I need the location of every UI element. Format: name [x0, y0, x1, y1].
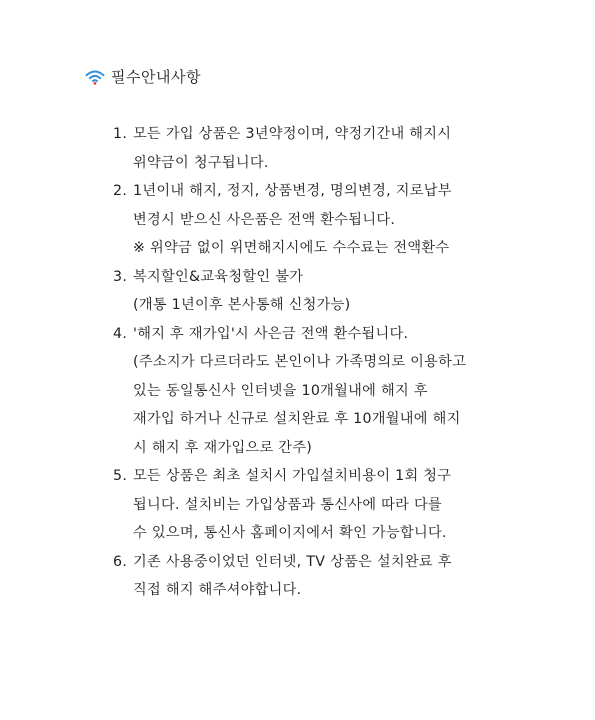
item-line: 재가입 하거나 신규로 설치완료 후 10개월내에 해지 [133, 411, 461, 427]
item-line: ※ 위약금 없이 위면해지시에도 수수료는 전액환수 [133, 240, 450, 256]
item-line: 위약금이 청구됩니다. [133, 154, 269, 171]
item-line: (주소지가 다르더라도 본인이나 가족명의로 이용하고 [133, 354, 467, 370]
notice-item-1 [113, 120, 513, 177]
item-line: 됩니다. 설치비는 가입상품과 통신사에 따라 다를 [133, 496, 442, 513]
item-number: 5. [113, 468, 128, 484]
item-line: (개통 1년이후 본사통해 신청가능) [133, 297, 351, 313]
item-number: 4. [113, 325, 128, 342]
notice-item-4 [113, 320, 513, 463]
notice-item-6 [113, 548, 513, 605]
item-line: 있는 동일통신사 인터넷을 10개월내에 해지 후 [133, 382, 428, 399]
notice-item-2 [113, 177, 513, 263]
notice-item-5 [113, 462, 513, 548]
item-body [133, 177, 513, 263]
page-title: 필수안내사항 [111, 68, 201, 86]
item-body [133, 263, 513, 320]
item-body [133, 548, 513, 605]
item-line: 변경시 받으신 사은품은 전액 환수됩니다. [133, 211, 396, 228]
item-line: 시 해지 후 재가입으로 간주) [133, 439, 313, 456]
item-line: 1년이내 해지, 정지, 상품변경, 명의변경, 지로납부 [133, 183, 452, 199]
item-line: 복지할인&교육청할인 불가 [133, 268, 304, 285]
item-number: 1. [113, 126, 128, 142]
notice-header [85, 66, 201, 87]
item-body [133, 120, 513, 177]
item-number: 3. [113, 268, 128, 285]
notice-item-3 [113, 263, 513, 320]
item-body [133, 320, 513, 463]
item-line: 모든 상품은 최초 설치시 가입설치비용이 1회 청구 [133, 468, 452, 484]
item-number: 6. [113, 553, 128, 570]
item-number: 2. [113, 183, 128, 199]
notice-list [113, 120, 513, 605]
item-line: 직접 해지 해주셔야합니다. [133, 582, 302, 598]
wifi-icon [85, 69, 105, 85]
item-line: 모든 가입 상품은 3년약정이며, 약정기간내 해지시 [133, 126, 452, 142]
item-line: '해지 후 재가입'시 사은금 전액 환수됩니다. [133, 325, 409, 342]
item-body [133, 462, 513, 548]
item-line: 수 있으며, 통신사 홈페이지에서 확인 가능합니다. [133, 525, 447, 541]
item-line: 기존 사용중이었던 인터넷, TV 상품은 설치완료 후 [133, 553, 452, 570]
